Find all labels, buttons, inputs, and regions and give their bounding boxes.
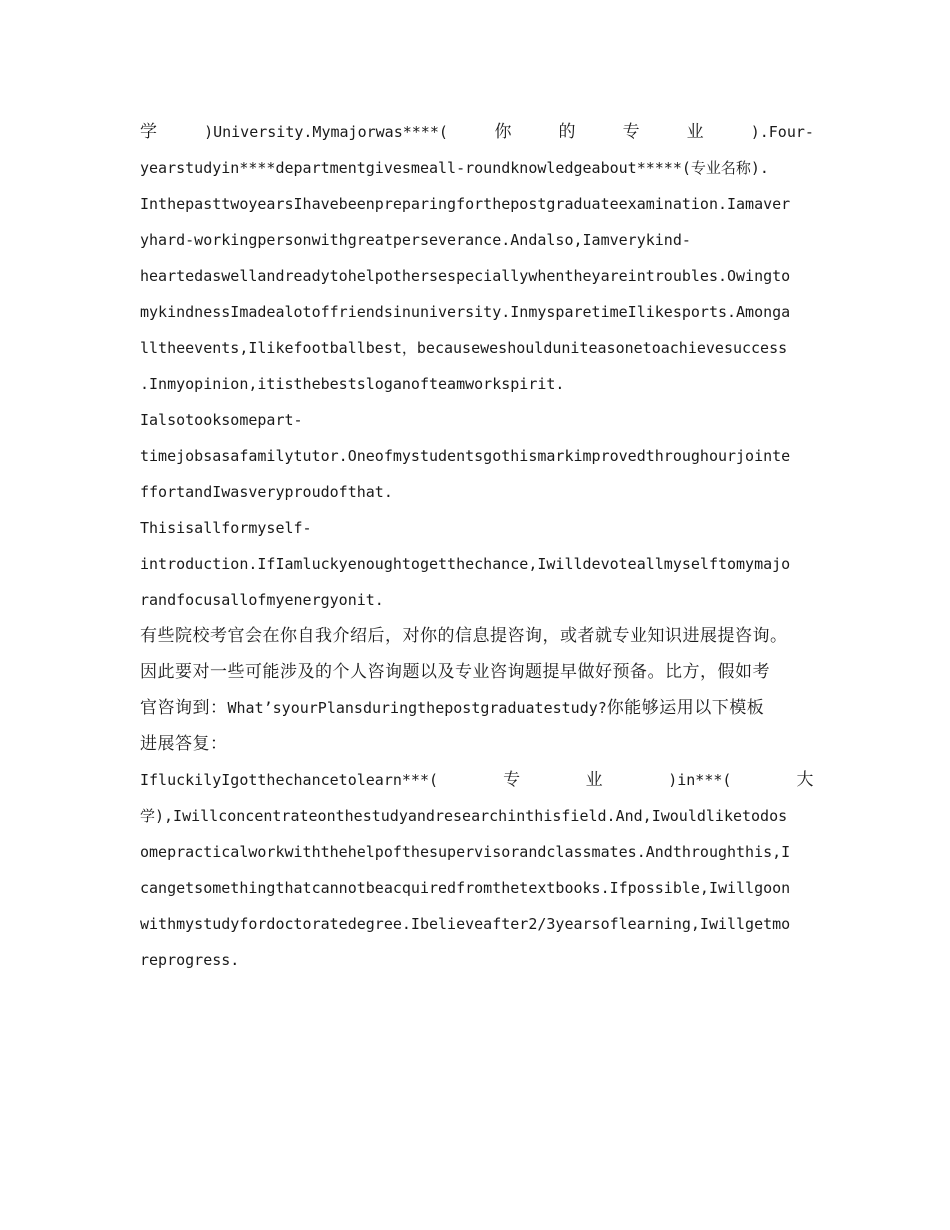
text-line: .Inmyopinion,itisthebestsloganofteamworkspirit. [140, 375, 565, 393]
text-line: Ialsotooksomepart- [140, 411, 303, 429]
text-fragment: 官咨询到： [140, 698, 228, 718]
text-line [140, 762, 814, 798]
text-line: yhard-workingpersonwithgreatperseverance.Andalso,Iamverykind- [140, 231, 691, 249]
text-line: InthepasttwoyearsIhavebeenpreparingforthepostgraduateexamination.Iamaver [140, 195, 791, 213]
text-line: introduction.IfIamluckyenoughtogetthechance,Iwilldevoteallmyselftomymajo [140, 555, 791, 573]
text-fragment: 你能够运用以下模板 [606, 698, 765, 718]
text-fragment: 的 [558, 122, 577, 142]
text-line: randfocusallofmyenergyonit. [140, 591, 384, 609]
text-fragment: IfluckilyIgotthechancetolearn***( [140, 771, 439, 789]
text-fragment: What’syourPlansduringthepostgraduatestudy? [227, 699, 607, 717]
text-fragment: 业 [585, 770, 604, 790]
text-fragment: 学 [140, 122, 158, 142]
text-fragment: 大 [796, 770, 814, 790]
text-line: lltheevents,Ilikefootballbest，becauseweshoulduniteasonetoachievesuccess [140, 339, 788, 357]
text-line: yearstudyin****departmentgivesmeall-roundknowledgeabout*****(专业名称). [140, 159, 769, 177]
text-line: ffortandIwasveryproudofthat. [140, 483, 393, 501]
text-line: omepracticalworkwiththehelpofthesupervisorandclassmates.Andthroughthis,I [140, 843, 791, 861]
text-line: cangetsomethingthatcannotbeacquiredfromthetextbooks.Ifpossible,Iwillgoon [140, 879, 791, 897]
text-line: 有些院校考官会在你自我介绍后，对你的信息提咨询，或者就专业知识进展提咨询。 [140, 626, 788, 646]
text-line: Thisisallformyself- [140, 519, 312, 537]
text-fragment: 业 [686, 122, 705, 142]
text-line: 学),Iwillconcentrateonthestudyandresearchinthisfield.And,Iwouldliketodos [140, 807, 788, 825]
text-fragment: 专 [503, 770, 521, 790]
text-fragment: 专 [622, 122, 641, 142]
text-fragment: )in***( [668, 771, 732, 789]
text-line: mykindnessImadealotoffriendsinuniversity.InmysparetimeIlikesports.Amonga [140, 303, 791, 321]
text-fragment: 你 [494, 122, 512, 142]
text-line: heartedaswellandreadytohelpothersespeciallywhentheyareintroubles.Owingto [140, 267, 791, 285]
text-fragment: )University.Mymajorwas****( [204, 123, 448, 141]
text-line [140, 690, 814, 726]
document-page [140, 114, 814, 978]
text-line: timejobsasafamilytutor.Oneofmystudentsgothismarkimprovedthroughourjointe [140, 447, 791, 465]
text-line: reprogress. [140, 951, 240, 969]
text-line: 因此要对一些可能涉及的个人咨询题以及专业咨询题提早做好预备。比方，假如考 [140, 662, 770, 682]
text-fragment: ).Four- [750, 123, 814, 141]
text-line: withmystudyfordoctoratedegree.Ibelieveafter2/3yearsoflearning,Iwillgetmo [140, 915, 791, 933]
text-line: 进展答复： [140, 734, 228, 754]
text-line [140, 114, 814, 150]
